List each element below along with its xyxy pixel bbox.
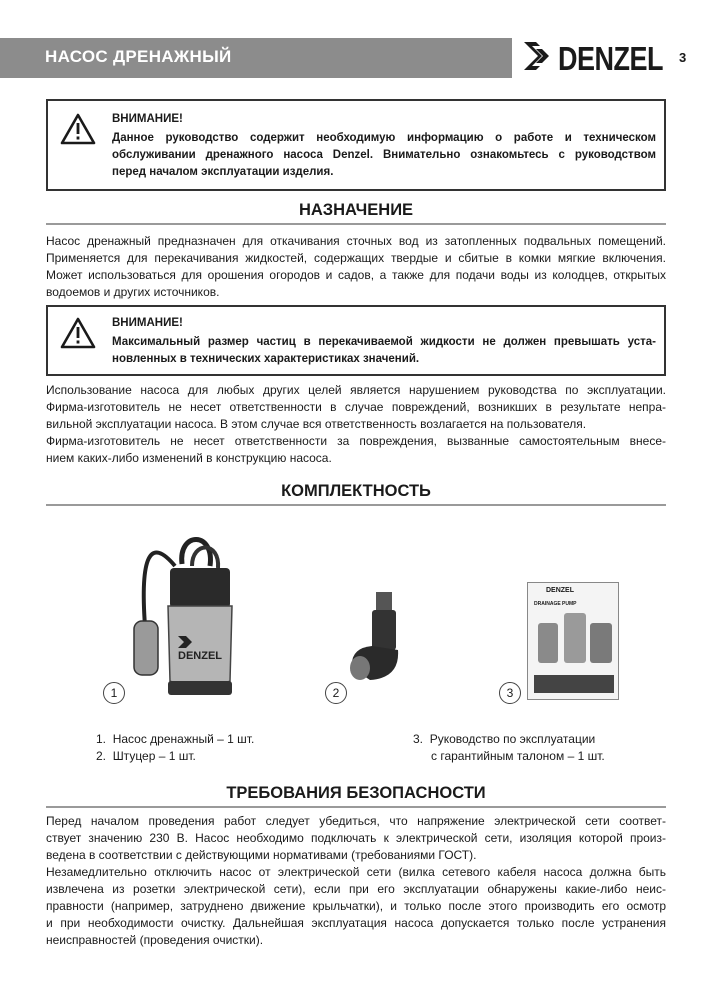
manual-illustration [527,582,619,700]
brand-logo-text: DENZEL [558,40,663,78]
fitting-illustration [340,588,420,688]
marker-1: 1 [103,682,125,704]
section-divider [46,806,666,808]
manual-title: DRAINAGE PUMP [534,601,577,607]
list-item-continuation: с гарантийным талоном – 1 шт. [431,749,605,763]
marker-2: 2 [325,682,347,704]
section-title-safety: ТРЕБОВАНИЯ БЕЗОПАСНОСТИ [226,784,486,802]
warning-box [46,99,666,191]
section-title-purpose: НАЗНАЧЕНИЕ [298,201,414,219]
section-divider [46,504,666,506]
list-item: 3. Руководство по эксплуатации [413,732,596,746]
pump-logo-text: DENZEL [178,650,222,662]
section-divider [46,223,666,225]
list-item: 2. Штуцер – 1 шт. [96,749,196,763]
marker-3: 3 [499,682,521,704]
warning-box [46,305,666,376]
warning-title: ВНИМАНИЕ! [112,113,183,125]
warning-text: Данное руководство содержит необходимую информацию о работе и техническом обслуживании дренажного насоса Denzel. Внимательно ознакомьтесь с руководством перед началом эксплуатации изделия. [112,132,656,178]
page-number: 3 [679,50,687,65]
warning-triangle-icon [60,113,96,145]
section-title-kit: КОМПЛЕКТНОСТЬ [281,482,431,500]
purpose-paragraph: Насос дренажный предназначен для откачивания сточных вод из затопленных подвальных помещений. Применяется для перекачивания жидкостей, содержащих твердые и сбитые в комки мягкие включения. Может использоваться для орошения огородов и садов, а также для подачи воды из колодцев, открытых водоемов и других источников. [46,234,666,299]
page-title: НАСОС ДРЕНАЖНЫЙ [45,47,232,66]
warning-title: ВНИМАНИЕ! [112,317,183,329]
safety-paragraph: Перед началом проведения работ следует убедиться, что напряжение электрической сети соответ- ствует значению 230 В. Насос необходимо подключать к электрической сети, изоляция которой произ- ведена в соответствии с действующими нормативами (требованиями ГОСТ). Незамедлительно отключить насос от электрической сети (вилка сетевого кабеля насоса должна быть извлечена из розетки электрической сети), если при его эксплуатации обнаружены какие-либо неис- правности (например, затруднено движение крыльчатки), и только после этого производить его осмотр и при необходимости очистку. Дальнейшая эксплуатация насоса допускается только после устранения неисправностей (проведения очистки). [46,814,666,947]
list-item: 1. Насос дренажный – 1 шт. [96,732,255,746]
manual-logo: DENZEL [546,587,574,594]
pump-illustration [120,526,250,706]
usage-paragraph: Использование насоса для любых других целей является нарушением руководства по эксплуатации. Фирма-изготовитель не несет ответственности в случае повреждений, возникших в результате непра- вильной эксплуатации насоса. В этом случае вся ответственность возлагается на пользователя. Фирма-изготовитель не несет ответственности за повреждения, вызванные самостоятельным внесе- нием каких-либо изменений в конструкцию насоса. [46,383,666,465]
warning-text: Максимальный размер частиц в перекачиваемой жидкости не должен превышать уста- новленных в технических характеристиках значений. [112,336,656,365]
warning-triangle-icon [60,317,96,349]
